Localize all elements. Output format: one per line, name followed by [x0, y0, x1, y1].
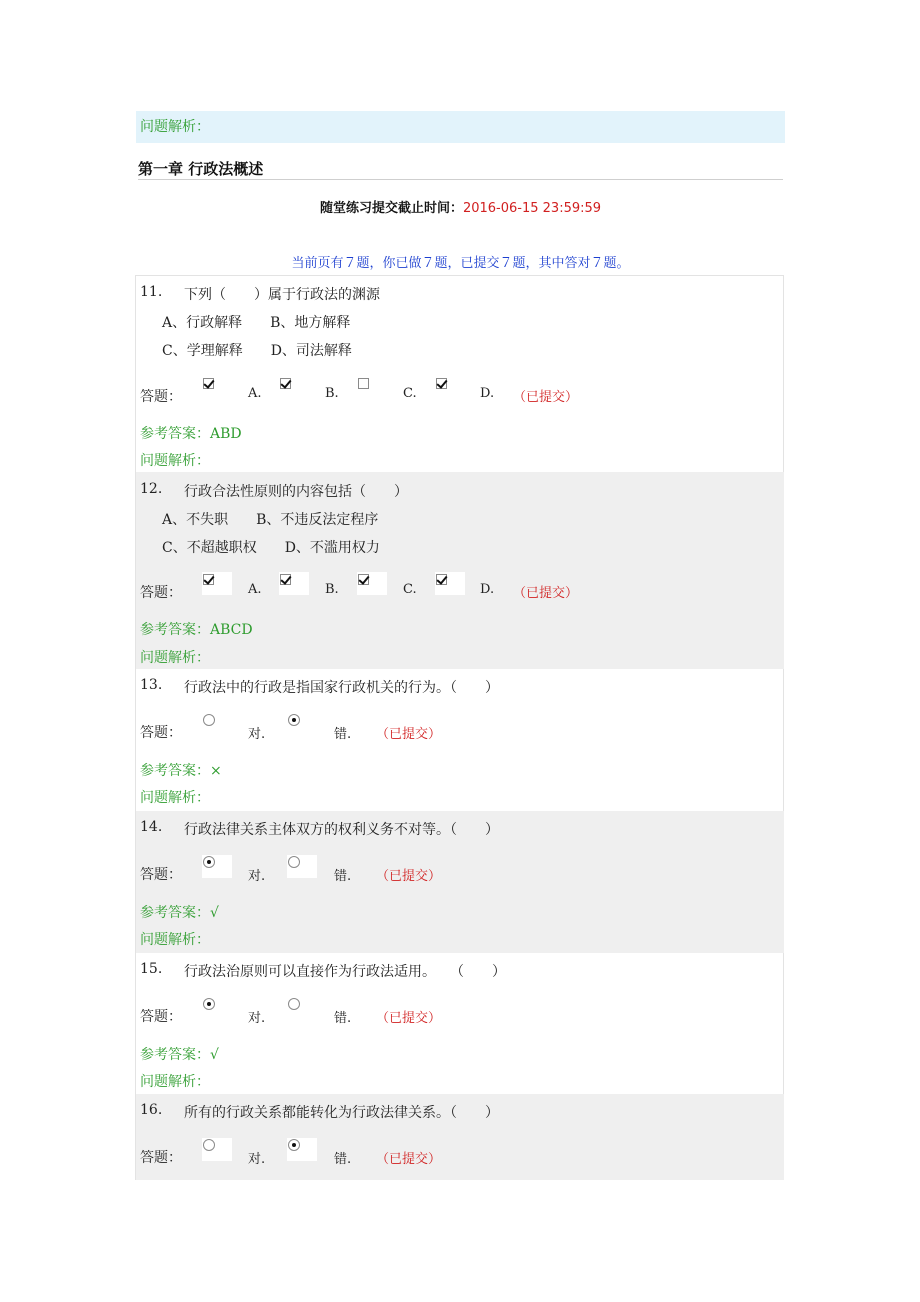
choice-d-checkbox[interactable] — [435, 572, 465, 595]
choice-label: C. — [403, 582, 417, 597]
progress-summary: 当前页有７题，你已做７题，已提交７题，其中答对７题。 — [291, 256, 630, 271]
choice-label: B. — [325, 386, 339, 401]
question-number: 14. — [140, 819, 163, 835]
radio-unselected-icon — [288, 998, 300, 1010]
answer-label: 答题： — [140, 867, 182, 883]
reference-label: 参考答案： — [140, 1047, 210, 1063]
question-stem: 所有的行政关系都能转化为行政法律关系。（ ） — [184, 1105, 499, 1121]
reference-answer — [140, 760, 222, 780]
true-label: 对. — [248, 869, 266, 884]
choice-label: D. — [480, 386, 495, 401]
top-analysis-label: 问题解析： — [136, 111, 785, 143]
choice-d-checkbox[interactable] — [435, 376, 465, 399]
reference-value: ABCD — [210, 622, 253, 638]
checkbox-checked-icon — [436, 574, 447, 585]
question-11 — [136, 276, 784, 472]
analysis-label: 问题解析： — [140, 1074, 210, 1090]
radio-selected-icon — [203, 856, 215, 868]
question-number: 13. — [140, 677, 163, 693]
question-14 — [136, 811, 784, 953]
radio-unselected-icon — [288, 856, 300, 868]
answer-label: 答题： — [140, 1009, 182, 1025]
false-radio[interactable] — [287, 997, 317, 1020]
question-number: 15. — [140, 961, 163, 977]
reference-answer — [140, 423, 242, 443]
question-16 — [136, 1094, 784, 1180]
answer-label: 答题： — [140, 585, 182, 601]
true-radio[interactable] — [202, 855, 232, 878]
answer-label: 答题： — [140, 725, 182, 741]
deadline-label: 随堂练习提交截止时间： — [319, 201, 463, 216]
option-line: A、不失职 B、不违反法定程序 — [162, 512, 379, 528]
radio-selected-icon — [288, 714, 300, 726]
choice-b-checkbox[interactable] — [279, 376, 309, 399]
radio-selected-icon — [288, 1139, 300, 1151]
answer-label: 答题： — [140, 389, 182, 405]
false-label: 错. — [334, 1011, 352, 1026]
choice-a-checkbox[interactable] — [202, 572, 232, 595]
checkbox-checked-icon — [203, 378, 214, 389]
analysis-label: 问题解析： — [140, 650, 210, 666]
question-stem: 行政法治原则可以直接作为行政法适用。 （ ） — [184, 964, 506, 980]
deadline-value: 2016-06-15 23:59:59 — [462, 201, 602, 216]
radio-unselected-icon — [203, 714, 215, 726]
false-label: 错. — [334, 869, 352, 884]
question-stem: 行政合法性原则的内容包括（ ） — [184, 484, 408, 500]
checkbox-checked-icon — [358, 574, 369, 585]
true-radio[interactable] — [202, 713, 232, 736]
false-radio[interactable] — [287, 713, 317, 736]
question-number: 16. — [140, 1102, 163, 1118]
reference-answer — [140, 1044, 219, 1064]
submitted-status: （已提交） — [376, 1152, 442, 1167]
question-13 — [136, 669, 784, 811]
choice-c-checkbox[interactable] — [357, 376, 387, 399]
reference-answer — [140, 619, 253, 639]
choice-a-checkbox[interactable] — [202, 376, 232, 399]
reference-value: ABD — [210, 426, 242, 442]
choice-label: B. — [325, 582, 339, 597]
question-number: 12. — [140, 481, 163, 497]
false-radio[interactable] — [287, 1138, 317, 1161]
submitted-status: （已提交） — [376, 1011, 442, 1026]
choice-b-checkbox[interactable] — [279, 572, 309, 595]
checkbox-checked-icon — [203, 574, 214, 585]
choice-label: A. — [248, 582, 262, 597]
choice-label: C. — [403, 386, 417, 401]
true-radio[interactable] — [202, 997, 232, 1020]
true-label: 对. — [248, 727, 266, 742]
choice-c-checkbox[interactable] — [357, 572, 387, 595]
false-label: 错. — [334, 1152, 352, 1167]
false-radio[interactable] — [287, 855, 317, 878]
choice-label: A. — [248, 386, 262, 401]
true-radio[interactable] — [202, 1138, 232, 1161]
question-stem: 下列（ ）属于行政法的渊源 — [184, 287, 380, 303]
analysis-label: 问题解析： — [140, 790, 210, 806]
option-line: C、不超越职权 D、不滥用权力 — [162, 540, 380, 556]
choice-label: D. — [480, 582, 495, 597]
true-label: 对. — [248, 1152, 266, 1167]
submitted-status: （已提交） — [376, 727, 442, 742]
submitted-status: （已提交） — [513, 586, 579, 601]
reference-label: 参考答案： — [140, 905, 210, 921]
checkbox-unchecked-icon — [358, 378, 369, 389]
checkbox-checked-icon — [280, 378, 291, 389]
radio-selected-icon — [203, 998, 215, 1010]
true-label: 对. — [248, 1011, 266, 1026]
chapter-title: 第一章 行政法概述 — [138, 158, 783, 180]
option-line: A、行政解释 B、地方解释 — [162, 315, 351, 331]
question-number: 11. — [140, 284, 163, 300]
question-stem: 行政法中的行政是指国家行政机关的行为。（ ） — [184, 680, 499, 696]
checkbox-checked-icon — [280, 574, 291, 585]
reference-value: √ — [210, 1047, 219, 1063]
radio-unselected-icon — [203, 1139, 215, 1151]
false-label: 错. — [334, 727, 352, 742]
checkbox-checked-icon — [436, 378, 447, 389]
analysis-label: 问题解析： — [140, 932, 210, 948]
submitted-status: （已提交） — [376, 869, 442, 884]
reference-label: 参考答案： — [140, 622, 210, 638]
reference-value: × — [210, 763, 222, 779]
deadline — [136, 197, 785, 216]
reference-answer — [140, 902, 219, 922]
reference-value: √ — [210, 905, 219, 921]
reference-label: 参考答案： — [140, 763, 210, 779]
submitted-status: （已提交） — [513, 390, 579, 405]
analysis-label: 问题解析： — [140, 453, 210, 469]
question-stem: 行政法律关系主体双方的权利义务不对等。（ ） — [184, 822, 499, 838]
question-15 — [136, 953, 784, 1094]
answer-label: 答题： — [140, 1150, 182, 1166]
question-12 — [136, 472, 784, 669]
option-line: C、学理解释 D、司法解释 — [162, 343, 352, 359]
reference-label: 参考答案： — [140, 426, 210, 442]
